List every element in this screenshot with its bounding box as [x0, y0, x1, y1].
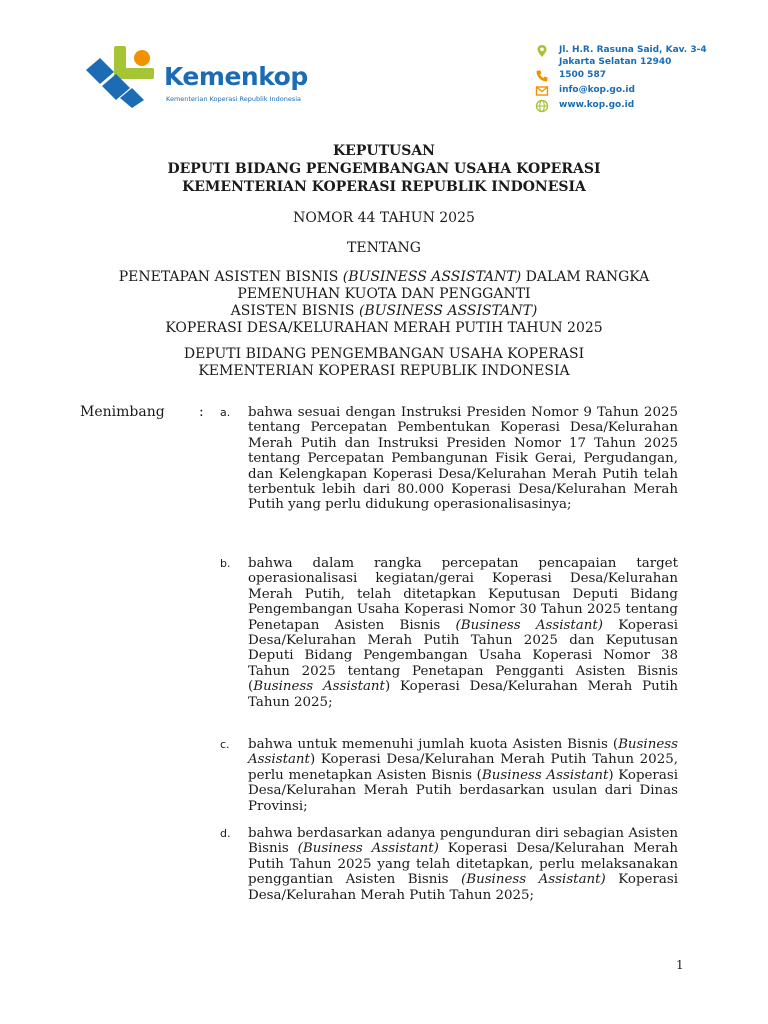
- item-text-part: Koperasi Desa/Kelurahan Merah Putih Tahun 2025 yang telah ditetapkan, perlu melaksanakan penggantian Asisten Bisnis: [248, 841, 678, 888]
- subject-text: PENETAPAN ASISTEN BISNIS: [118, 269, 343, 285]
- item-text-part: bahwa dalam rangka percepatan pencapaian target operasionalisasi kegiatan/gerai Koperasi Desa/Kelurahan Merah Putih, telah ditetapkan Keputusan Deputi Bidang Pengembangan Usaha Koperasi Nomor 30 Tahun 2025 tentang Penetapan Asisten Bisnis: [248, 556, 678, 633]
- issuer-line-2: KEMENTERIAN KOPERASI REPUBLIK INDONESIA: [198, 363, 570, 379]
- item-text-part: ) Koperasi Desa/Kelurahan Merah Putih Tahun 2025;: [248, 679, 678, 710]
- item-text-part: Koperasi Desa/Kelurahan Merah Putih Tahun 2025;: [248, 872, 679, 903]
- consideration-item-c: [248, 737, 678, 814]
- item-letter-c: c.: [220, 738, 230, 751]
- item-text-italic: Business Assistant: [248, 737, 678, 768]
- item-text-italic: Business Assistant: [253, 679, 385, 695]
- location-pin-icon: [535, 44, 549, 58]
- menimbang-colon: :: [199, 404, 204, 420]
- address-text: [559, 44, 707, 68]
- logo-wordmark: Kemenkop: [164, 62, 308, 91]
- kemenkop-emblem-icon: [84, 44, 164, 112]
- item-letter-a: a.: [220, 406, 231, 419]
- item-text-part: ) Koperasi Desa/Kelurahan Merah Putih berdasarkan usulan dari Dinas Provinsi;: [248, 767, 678, 814]
- email-icon: [535, 84, 549, 98]
- subject-line-2: PEMENUHAN KUOTA DAN PENGGANTI: [237, 286, 531, 302]
- decree-title: [60, 142, 708, 196]
- subject-italic: (BUSINESS ASSISTANT): [358, 303, 538, 319]
- subject-italic: (BUSINESS ASSISTANT): [342, 269, 522, 285]
- consideration-item-b: [248, 556, 678, 710]
- item-text-part: Koperasi Desa/Kelurahan Merah Putih Tahun 2025 dan Keputusan Deputi Bidang Pengembangan Usaha Koperasi Nomor 38 Tahun 2025 tentang Penetapan Pengganti Asisten Bisnis (: [248, 617, 678, 695]
- consideration-item-d: [248, 826, 678, 903]
- contact-info: [535, 44, 735, 114]
- globe-icon: [535, 99, 549, 113]
- item-text-italic: (Business Assistant): [297, 841, 439, 857]
- item-letter-d: d.: [220, 827, 231, 840]
- subject-line-1: [60, 269, 708, 286]
- phone-icon: [535, 69, 549, 83]
- subject-line-3: [60, 303, 708, 320]
- item-text-italic: (Business Assistant): [455, 617, 604, 633]
- decree-subject: [60, 269, 708, 337]
- logo-tagline: Kementerian Koperasi Republik Indonesia: [166, 95, 302, 103]
- kemenkop-logo: [84, 44, 334, 112]
- title-keputusan: KEPUTUSAN: [333, 143, 435, 159]
- address-line-2: Jakarta Selatan 12940: [559, 57, 672, 67]
- title-deputi: DEPUTI BIDANG PENGEMBANGAN USAHA KOPERASI: [167, 161, 601, 177]
- phone-text[interactable]: 1500 587: [559, 70, 606, 80]
- menimbang-label: Menimbang: [80, 404, 165, 420]
- item-text-part: ) Koperasi Desa/Kelurahan Merah Putih Tahun 2025, perlu menetapkan Asisten Bisnis (: [248, 752, 678, 783]
- item-letter-b: b.: [220, 557, 231, 570]
- item-text-part: bahwa berdasarkan adanya pengunduran diri sebagian Asisten Bisnis: [248, 826, 678, 857]
- consideration-item-a: bahwa sesuai dengan Instruksi Presiden Nomor 9 Tahun 2025 tentang Percepatan Pembentukan Koperasi Desa/Kelurahan Merah Putih dan Instruksi Presiden Nomor 17 Tahun 2025 tentang Percepatan Pembangunan Fisik Gerai, Pergudangan, dan Kelengkapan Koperasi Desa/Kelurahan Merah Putih telah terbentuk lebih dari 80.000 Koperasi Desa/Kelurahan Merah Putih yang perlu didukung operasionalisasinya;: [248, 405, 678, 513]
- item-text-italic: Business Assistant: [481, 767, 609, 783]
- subject-text: DALAM RANGKA: [521, 269, 650, 285]
- tentang-label: TENTANG: [347, 240, 421, 256]
- subject-line-4: KOPERASI DESA/KELURAHAN MERAH PUTIH TAHUN 2025: [165, 320, 603, 336]
- email-text[interactable]: info@kop.go.id: [559, 85, 635, 95]
- issuer-heading: [60, 346, 708, 380]
- item-text-part: bahwa untuk memenuhi jumlah kuota Asisten Bisnis (: [248, 737, 619, 752]
- page-number: 1: [676, 958, 684, 972]
- address-line-1: Jl. H.R. Rasuna Said, Kav. 3-4: [559, 45, 707, 55]
- item-text-italic: (Business Assistant): [461, 872, 606, 888]
- decree-number: NOMOR 44 TAHUN 2025: [293, 210, 475, 226]
- subject-text: ASISTEN BISNIS: [230, 303, 359, 319]
- website-text[interactable]: www.kop.go.id: [559, 100, 635, 110]
- title-kementerian: KEMENTERIAN KOPERASI REPUBLIK INDONESIA: [182, 179, 586, 195]
- issuer-line-1: DEPUTI BIDANG PENGEMBANGAN USAHA KOPERASI: [183, 346, 585, 362]
